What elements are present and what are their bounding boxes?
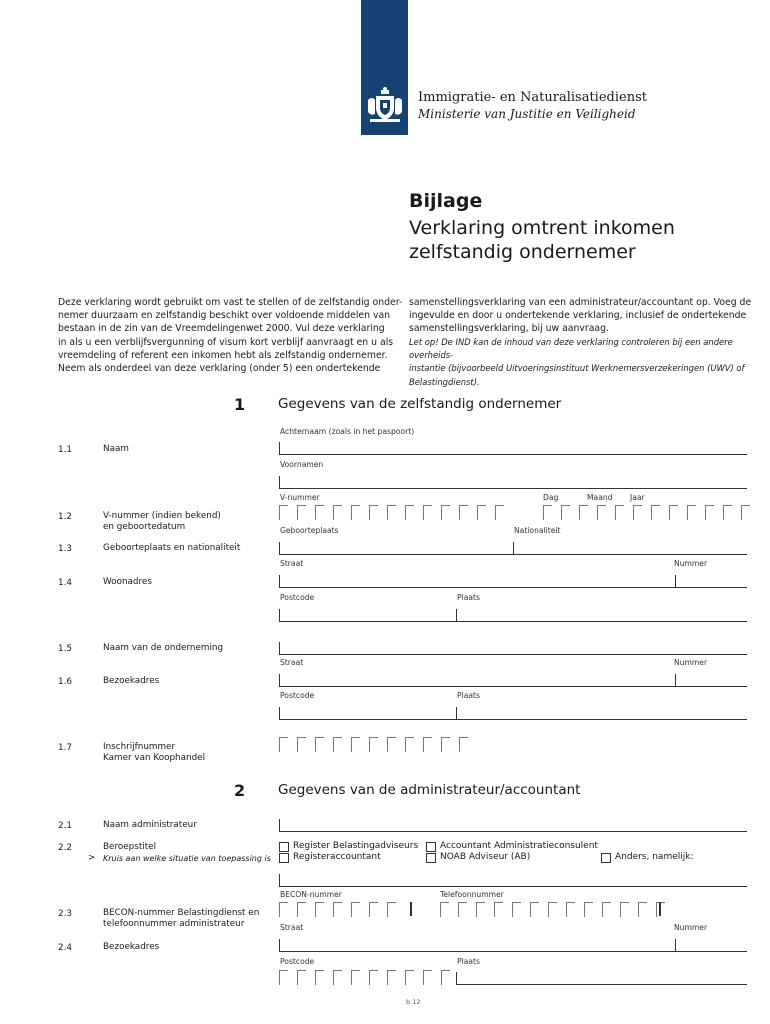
field-label-dag: Dag <box>543 493 559 502</box>
field-label-nummer: Nummer <box>674 559 708 568</box>
bezoekadres-postcode-field[interactable] <box>279 719 747 720</box>
intro-line: vreemdeling of referent een inkomen hebt als zelfstandig ondernemer. <box>58 349 388 361</box>
row-label-onderneming: Naam van de onderneming <box>103 643 224 653</box>
field-divider <box>456 609 457 621</box>
intro-line: bestaan in de zin van de Vreemdelingenwet 2000. Vul deze verklaring <box>58 323 385 335</box>
row-label-naam: Naam <box>103 444 129 454</box>
row-number: 2.4 <box>58 943 72 953</box>
intro-line: nemer duurzaam en zelfstandig beschikt over voldoende middelen van <box>58 310 391 322</box>
checkbox-anders[interactable] <box>601 853 611 863</box>
section-number: 2 <box>234 781 246 800</box>
field-divider <box>456 707 457 719</box>
field-label-postcode: Postcode <box>280 691 315 700</box>
intro-right <box>409 296 754 336</box>
row-label-inschrijfnummer: Inschrijfnummer <box>103 742 176 752</box>
woonadres-straat-field[interactable] <box>279 587 747 588</box>
admin-plaats-field[interactable] <box>456 984 747 985</box>
row-label-bezoekadres: Bezoekadres <box>103 676 160 686</box>
becon-comb-field[interactable] <box>279 902 405 917</box>
bezoekadres-straat-field[interactable] <box>279 686 747 687</box>
vnummer-comb-field[interactable] <box>279 505 513 520</box>
section-number: 1 <box>234 395 246 414</box>
row-label-becon: BECON-nummer Belastingdienst en <box>103 908 260 918</box>
telefoon-comb-field[interactable] <box>440 902 674 917</box>
field-label-achternaam: Achternaam (zoals in het paspoort) <box>280 427 415 436</box>
field-start-marker <box>279 707 280 719</box>
row-label-geboorteplaats: Geboorteplaats en nationaliteit <box>103 543 241 553</box>
achternaam-field[interactable] <box>279 454 747 455</box>
intro-line: in als u een verblijfsvergunning of visum kort verblijf aanvraagt en u als <box>58 336 394 348</box>
checkbox-register-belastingadviseurs[interactable] <box>279 842 289 852</box>
section-title: Gegevens van de zelfstandig ondernemer <box>278 396 562 412</box>
row-number: 2.2 <box>58 843 72 853</box>
checkbox-noab-adviseur[interactable] <box>426 853 436 863</box>
kvk-comb-field[interactable] <box>279 737 477 752</box>
row-label-telefoon: telefoonnummer administrateur <box>103 919 245 929</box>
field-label-becon: BECON-nummer <box>280 890 342 899</box>
field-label-nationaliteit: Nationaliteit <box>514 526 561 535</box>
page-subtitle-line1: Verklaring omtrent inkomen <box>409 217 675 239</box>
field-label-vnummer: V-nummer <box>280 493 320 502</box>
field-label-nummer: Nummer <box>674 923 708 932</box>
intro-line: samenstellingsverklaring, bij uw aanvraag. <box>409 323 609 335</box>
row-number: 2.3 <box>58 909 72 919</box>
page-subtitle-line2: zelfstandig ondernemer <box>409 241 636 263</box>
field-start-marker <box>279 819 280 831</box>
row-label-administrateur: Naam administrateur <box>103 820 197 830</box>
checkbox-registeraccountant[interactable] <box>279 853 289 863</box>
page-title: Bijlage <box>409 190 483 212</box>
field-label-postcode: Postcode <box>280 957 315 966</box>
field-label-nummer: Nummer <box>674 658 708 667</box>
field-start-marker <box>279 642 280 654</box>
note-line: Belastingdienst). <box>409 376 480 387</box>
field-start-marker <box>279 674 280 686</box>
naam-administrateur-field[interactable] <box>279 831 747 832</box>
row-number: 1.2 <box>58 512 72 522</box>
row-number: 1.5 <box>58 644 72 654</box>
row-label-geboortedatum: en geboortedatum <box>103 522 186 532</box>
field-label-straat: Straat <box>280 923 304 932</box>
field-start-marker <box>279 609 280 621</box>
row-number: 1.3 <box>58 544 72 554</box>
field-label-maand: Maand <box>587 493 613 502</box>
geboortedatum-comb-field[interactable] <box>543 505 759 520</box>
field-label-straat: Straat <box>280 658 304 667</box>
field-start-marker <box>279 442 280 454</box>
row-number: 2.1 <box>58 821 72 831</box>
voornamen-field[interactable] <box>279 488 747 489</box>
field-label-jaar: Jaar <box>630 493 645 502</box>
field-label-telefoon: Telefoonnummer <box>440 890 504 899</box>
intro-line: samenstellingsverklaring van een administrateur/accountant op. Voeg de <box>409 297 752 308</box>
admin-postcode-comb-field[interactable] <box>279 970 459 985</box>
becon-end-marker <box>410 902 412 916</box>
intro-note <box>409 336 754 389</box>
field-label-postcode: Postcode <box>280 593 315 602</box>
page-code: b 12 <box>406 998 421 1006</box>
intro-line: Deze verklaring wordt gebruikt om vast te stellen of de zelfstandig onder- <box>58 297 403 308</box>
option-label: Register Belastingadviseurs <box>293 841 419 851</box>
field-label-plaats: Plaats <box>457 593 480 602</box>
row-label-woonadres: Woonadres <box>103 577 152 587</box>
field-start-marker <box>279 476 280 488</box>
note-line: instantie (bijvoorbeeld Uitvoeringsinstituut Werknemersverzekeringen (UWV) of <box>409 363 745 374</box>
field-start-marker <box>279 542 280 554</box>
ministry-name: Ministerie van Justitie en Veiligheid <box>418 107 636 121</box>
option-label: Accountant Administratieconsulent <box>440 841 598 851</box>
row-number: 1.1 <box>58 445 72 455</box>
org-name: Immigratie- en Naturalisatiedienst <box>418 90 647 105</box>
row-label-admin-bezoekadres: Bezoekadres <box>103 942 160 952</box>
field-label-geboorteplaats: Geboorteplaats <box>280 526 339 535</box>
option-label: NOAB Adviseur (AB) <box>440 852 531 862</box>
onderneming-field[interactable] <box>279 654 747 655</box>
section-title: Gegevens van de administrateur/accountant <box>278 782 581 798</box>
crest-icon <box>364 84 406 126</box>
row-label-kvk: Kamer van Koophandel <box>103 753 206 763</box>
field-start-marker <box>279 939 280 951</box>
field-divider <box>675 674 676 686</box>
note-arrow-icon: > <box>88 853 96 863</box>
intro-line: ingevulde en door u ondertekende verklaring, inclusief de ondertekende <box>409 310 747 322</box>
beroepstitel-note: Kruis aan welke situatie van toepassing is <box>103 854 271 863</box>
field-label-voornamen: Voornamen <box>280 460 324 469</box>
admin-bezoekadres-straat-field[interactable] <box>279 951 747 952</box>
field-label-plaats: Plaats <box>457 957 480 966</box>
row-number: 1.4 <box>58 578 72 588</box>
field-divider <box>513 542 514 554</box>
checkbox-accountant-administratieconsulent[interactable] <box>426 842 436 852</box>
field-divider <box>675 939 676 951</box>
row-number: 1.6 <box>58 677 72 687</box>
field-start-marker <box>279 575 280 587</box>
woonadres-postcode-field[interactable] <box>279 621 747 622</box>
option-label: Anders, namelijk: <box>615 852 694 862</box>
intro-left <box>58 296 403 375</box>
field-divider <box>456 972 457 984</box>
row-label-vnummer: V-nummer (indien bekend) <box>103 511 221 521</box>
telefoon-end-marker <box>659 902 661 916</box>
field-label-straat: Straat <box>280 559 304 568</box>
field-divider <box>675 575 676 587</box>
anders-field[interactable] <box>279 886 747 887</box>
geboorteplaats-field[interactable] <box>279 554 747 555</box>
note-line: Let op! De IND kan de inhoud van deze verklaring controleren bij een andere overheids- <box>409 337 733 361</box>
field-start-marker <box>279 874 280 886</box>
row-number: 1.7 <box>58 743 72 753</box>
row-label-beroepstitel: Beroepstitel <box>103 842 157 852</box>
option-label: Registeraccountant <box>293 852 381 862</box>
field-label-plaats: Plaats <box>457 691 480 700</box>
intro-line: Neem als onderdeel van deze verklaring (onder 5) een ondertekende <box>58 363 381 375</box>
